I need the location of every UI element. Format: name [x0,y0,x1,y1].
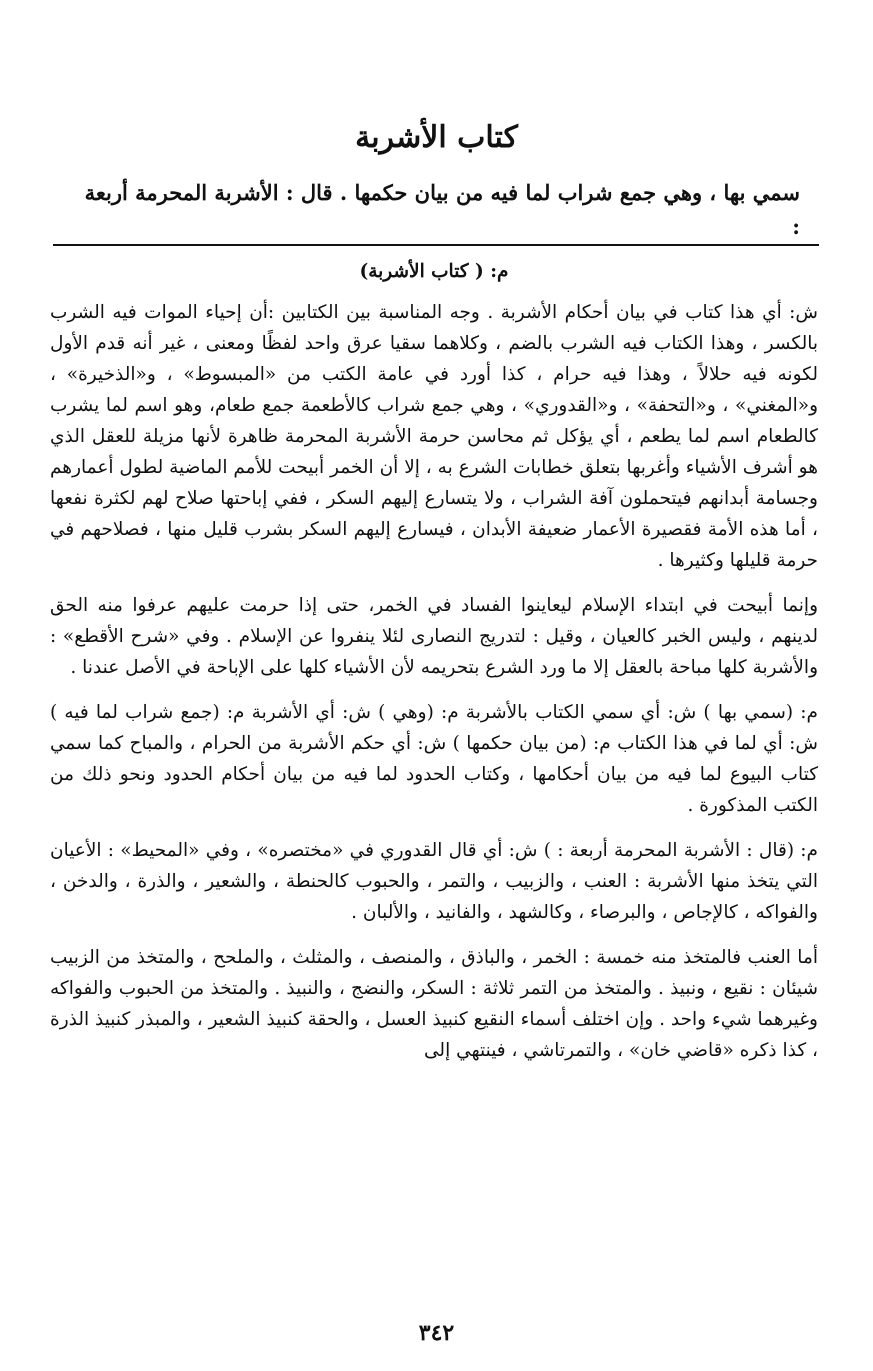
main-text: سمي بها ، وهي جمع شراب لما فيه من بيان حكمها . قال : الأشربة المحرمة أربعة : [84,180,800,239]
commentary-paragraph: وإنما أبيحت في ابتداء الإسلام ليعاينوا الفساد في الخمر، حتى إذا حرمت عليهم عرفوا منه الحق لدينهم ، وليس الخبر كالعيان ، وقيل : لتدريج النصارى لئلا ينفروا عن الإسلام . وفي «شرح الأقطع» : والأشربة كلها مباحة بالعقل إلا ما ورد الشرع بتحريمه لأن الأشياء كلها على الإباحة في الأصل عندنا . [50,595,818,678]
page-number: ٣٤٢ [418,1320,455,1346]
chapter-title: كتاب الأشربة [355,120,518,155]
commentary-heading: م: ( كتاب الأشربة) [359,261,509,282]
commentary-paragraph: ش: أي هذا كتاب في بيان أحكام الأشربة . وجه المناسبة بين الكتابين :أن إحياء الموات فيه الشرب بالكسر ، وهذا الكتاب فيه الشرب بالضم ، وكلاهما سقيا عرق واحد لفظًا ومعنى ، غير أنه قدم الأول لكونه فيه حلالاً ، وهذا فيه حرام ، كذا أورد في عامة الكتب من «المبسوط» ، و«الذخيرة» ، و«المغني» ، و«التحفة» ، و«القدوري» ، وهي جمع شراب كالأطعمة جمع طعام، وهو اسم لما يشرب كالطعام اسم لما يطعم ، أي يؤكل ثم محاسن حرمة الأشربة المحرمة ظاهرة لأنها مزيلة للعقل الذي هو أشرف الأشياء وأغربها بتعلق خطابات الشرع به ، إلا أن الخمر أبيحت للأمم الماضية لطول أعمارهم وجسامة أبدانهم فيتحملون آفة الشراب ، ولا يتسارع إليهم السكر ، ففي إباحتها صلاح لهم لكثرة نفعها ، أما هذه الأمة فقصيرة الأعمار ضعيفة الأبدان ، فيسارع إليهم السكر بشرب قليل منها ، فصلاحهم في حرمة قليلها وكثيرها . [50,302,818,571]
commentary [50,256,818,1066]
commentary-paragraph: أما العنب فالمتخذ منه خمسة : الخمر ، والباذق ، والمنصف ، والمثلث ، والملحح ، والمتخذ من الزبيب شيئان : نقيع ، ونبيذ . والمتخذ من التمر ثلاثة : السكر، والنضج ، والنبيذ . والمتخذ من الحبوب والفواكه وغيرهما شيء واحد . وإن اختلف أسماء النقيع كنبيذ العسل ، والحقة كنبيذ الشعير ، والمبذر كنبيذ الذرة ، كذا ذكره «قاضي خان» ، والتمرتاشي ، فينتهي إلى [50,947,818,1061]
divider-line [53,244,819,246]
commentary-paragraph: م: (قال : الأشربة المحرمة أربعة : ) ش: أي قال القدوري في «مختصره» ، وفي «المحيط» : الأعيان التي يتخذ منها الأشربة : العنب ، والزبيب ، والتمر ، والحبوب كالحنطة ، والشعير ، والذرة ، والدخن ، والفواكه ، كالإجاص ، والبرصاء ، وكالشهد ، والفانيد ، والألبان . [50,840,818,923]
commentary-paragraph: م: (سمي بها ) ش: أي سمي الكتاب بالأشربة م: (وهي ) ش: أي الأشربة م: (جمع شراب لما فيه ) ش: أي لما في هذا الكتاب م: (من بيان حكمها ) ش: أي حكم الأشربة من الحرام ، والمباح كما سمي كتاب البيوع لما فيه من بيان أحكامها ، وكتاب الحدود لما فيه من بيان أحكام الحدود ونحو ذلك من الكتب المذكورة . [50,702,818,816]
